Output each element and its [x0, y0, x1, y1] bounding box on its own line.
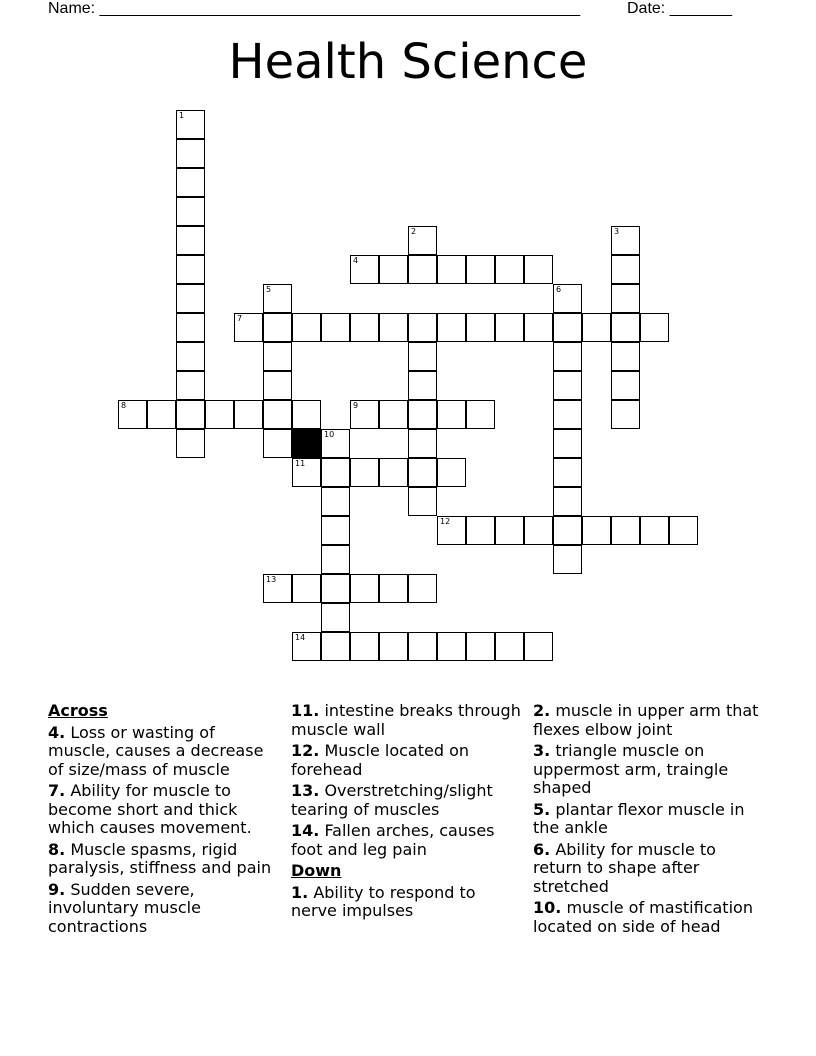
- grid-cell[interactable]: [553, 371, 582, 400]
- grid-cell[interactable]: [640, 516, 669, 545]
- clue-number: 1: [179, 111, 185, 120]
- grid-cell[interactable]: [408, 458, 437, 487]
- grid-cell[interactable]: [176, 284, 205, 313]
- grid-cell[interactable]: [553, 429, 582, 458]
- clue-item: [48, 782, 280, 838]
- grid-cell[interactable]: [350, 255, 379, 284]
- grid-cell[interactable]: [321, 632, 350, 661]
- grid-cell[interactable]: [495, 516, 524, 545]
- grid-cell[interactable]: [379, 400, 408, 429]
- grid-cell[interactable]: [292, 458, 321, 487]
- grid-cell[interactable]: [437, 400, 466, 429]
- grid-cell[interactable]: [553, 516, 582, 545]
- clue-heading: Down: [291, 861, 342, 880]
- clue-item: [533, 801, 765, 838]
- clue-item-number: 14.: [291, 821, 320, 840]
- grid-cell[interactable]: [669, 516, 698, 545]
- grid-cell[interactable]: [321, 487, 350, 516]
- grid-cell[interactable]: [553, 284, 582, 313]
- grid-cell[interactable]: [640, 313, 669, 342]
- grid-cell[interactable]: [553, 545, 582, 574]
- grid-cell[interactable]: [292, 313, 321, 342]
- grid-cell[interactable]: [408, 371, 437, 400]
- clue-item-number: 9.: [48, 879, 66, 899]
- clue-number: 7: [237, 314, 243, 323]
- clue-number: 9: [353, 401, 359, 410]
- clue-item-number: 8.: [48, 839, 66, 859]
- grid-cell[interactable]: [611, 371, 640, 400]
- clue-number: 2: [411, 227, 417, 236]
- grid-cell[interactable]: [263, 284, 292, 313]
- date-line: Date: _______: [627, 0, 732, 17]
- grid-cell[interactable]: [263, 371, 292, 400]
- grid-cell[interactable]: [350, 458, 379, 487]
- clue-number: 8: [121, 401, 127, 410]
- clue-item-text: plantar flexor muscle in the ankle: [533, 799, 745, 837]
- clue-item-text: Muscle located on forehead: [291, 741, 470, 779]
- name-line: Name: ______________________________________________________: [48, 0, 581, 17]
- grid-cell[interactable]: [350, 632, 379, 661]
- grid-cell[interactable]: [263, 313, 292, 342]
- clue-number: 13: [266, 575, 277, 584]
- clue-column-3: [533, 702, 765, 939]
- clue-number: 4: [353, 256, 359, 265]
- clue-item-text: Fallen arches, causes foot and leg pain: [291, 821, 495, 859]
- grid-cell[interactable]: [176, 400, 205, 429]
- grid-cell[interactable]: [408, 342, 437, 371]
- grid-cell[interactable]: [176, 342, 205, 371]
- clue-item: [48, 881, 280, 937]
- clue-item: [48, 724, 280, 780]
- clue-item-number: 11.: [291, 701, 320, 720]
- grid-cell[interactable]: [176, 429, 205, 458]
- clue-number: 12: [440, 517, 451, 526]
- grid-cell[interactable]: [263, 342, 292, 371]
- grid-cell[interactable]: [321, 313, 350, 342]
- clue-number: 11: [295, 459, 306, 468]
- grid-cell[interactable]: [176, 168, 205, 197]
- clue-item-text: Ability for muscle to return to shape after stretched: [533, 839, 716, 896]
- clue-item: [291, 702, 523, 739]
- grid-cell[interactable]: [553, 342, 582, 371]
- grid-cell[interactable]: [408, 632, 437, 661]
- grid-cell[interactable]: [263, 400, 292, 429]
- grid-cell[interactable]: [321, 545, 350, 574]
- grid-cell[interactable]: [408, 255, 437, 284]
- grid-cell[interactable]: [495, 255, 524, 284]
- clue-item-text: Sudden severe, involuntary muscle contractions: [48, 879, 201, 936]
- grid-cell[interactable]: [408, 313, 437, 342]
- clue-number: 6: [556, 285, 562, 294]
- grid-cell[interactable]: [176, 313, 205, 342]
- grid-cell[interactable]: [408, 226, 437, 255]
- grid-cell[interactable]: [524, 516, 553, 545]
- grid-cell[interactable]: [234, 313, 263, 342]
- grid-cell[interactable]: [582, 516, 611, 545]
- grid-cell[interactable]: [466, 400, 495, 429]
- clue-item-number: 13.: [291, 781, 320, 800]
- clue-item-number: 7.: [48, 781, 66, 800]
- clue-heading: Across: [48, 701, 108, 720]
- grid-cell[interactable]: [292, 400, 321, 429]
- grid-cell[interactable]: [292, 574, 321, 603]
- grid-cell[interactable]: [176, 197, 205, 226]
- grid-cell[interactable]: [553, 487, 582, 516]
- grid-cell[interactable]: [466, 632, 495, 661]
- grid-cell[interactable]: [553, 458, 582, 487]
- grid-cell[interactable]: [350, 400, 379, 429]
- grid-cell[interactable]: [611, 400, 640, 429]
- grid-cell[interactable]: [176, 226, 205, 255]
- grid-cell[interactable]: [147, 400, 176, 429]
- grid-cell[interactable]: [408, 429, 437, 458]
- grid-cell[interactable]: [495, 313, 524, 342]
- grid-cell[interactable]: [176, 371, 205, 400]
- clue-item: [291, 884, 523, 921]
- clue-item-number: 5.: [533, 799, 551, 819]
- grid-cell[interactable]: [437, 255, 466, 284]
- grid-cell[interactable]: [176, 139, 205, 168]
- grid-cell[interactable]: [234, 400, 263, 429]
- clue-number: 14: [295, 633, 306, 642]
- grid-cell[interactable]: [466, 255, 495, 284]
- clue-column-1: [48, 702, 280, 939]
- clue-column-2: [291, 702, 523, 924]
- grid-cell[interactable]: [611, 284, 640, 313]
- grid-cell[interactable]: [611, 313, 640, 342]
- grid-cell[interactable]: [437, 313, 466, 342]
- clue-item-text: muscle in upper arm that flexes elbow joint: [533, 701, 759, 739]
- clue-item-text: Overstretching/slight tearing of muscles: [291, 781, 493, 819]
- clue-item-text: intestine breaks through muscle wall: [291, 701, 521, 739]
- grid-cell[interactable]: [408, 487, 437, 516]
- grid-cell[interactable]: [437, 516, 466, 545]
- grid-cell[interactable]: [321, 516, 350, 545]
- clue-item-text: muscle of mastification located on side of head: [533, 898, 753, 936]
- grid-cell[interactable]: [292, 632, 321, 661]
- grid-cell[interactable]: [321, 429, 350, 458]
- grid-cell[interactable]: [263, 574, 292, 603]
- clue-item: [291, 782, 523, 819]
- grid-cell[interactable]: [205, 400, 234, 429]
- grid-cell[interactable]: [379, 255, 408, 284]
- grid-cell[interactable]: [321, 458, 350, 487]
- grid-cell[interactable]: [176, 255, 205, 284]
- grid-cell[interactable]: [379, 458, 408, 487]
- clue-item-number: 3.: [533, 741, 551, 760]
- clue-item: [48, 841, 280, 878]
- grid-cell[interactable]: [524, 313, 553, 342]
- grid-cell[interactable]: [321, 574, 350, 603]
- grid-cell[interactable]: [379, 632, 408, 661]
- clue-item-text: Ability for muscle to become short and thick which causes movement.: [48, 781, 252, 837]
- grid-cell[interactable]: [553, 400, 582, 429]
- grid-cell[interactable]: [611, 226, 640, 255]
- clue-item-text: triangle muscle on uppermost arm, traingle shaped: [533, 741, 729, 797]
- grid-cell[interactable]: [321, 603, 350, 632]
- grid-cell[interactable]: [263, 429, 292, 458]
- clue-item-text: Muscle spasms, rigid paralysis, stiffness and pain: [48, 839, 272, 877]
- clue-item: [291, 742, 523, 779]
- grid-block: [292, 429, 321, 458]
- grid-cell[interactable]: [524, 632, 553, 661]
- grid-cell[interactable]: [611, 516, 640, 545]
- clue-item-number: 12.: [291, 741, 320, 760]
- grid-cell[interactable]: [466, 313, 495, 342]
- page-title: Health Science: [228, 34, 588, 90]
- grid-cell[interactable]: [582, 313, 611, 342]
- clue-item: [533, 899, 765, 936]
- grid-cell[interactable]: [379, 313, 408, 342]
- clue-item: [533, 702, 765, 739]
- grid-cell[interactable]: [379, 574, 408, 603]
- clue-number: 10: [324, 430, 335, 439]
- clue-item-number: 2.: [533, 701, 551, 720]
- grid-cell[interactable]: [553, 313, 582, 342]
- grid-cell[interactable]: [611, 342, 640, 371]
- grid-cell[interactable]: [350, 574, 379, 603]
- clue-item-text: Ability to respond to nerve impulses: [291, 882, 476, 920]
- clue-item: [533, 742, 765, 798]
- clue-item-number: 10.: [533, 898, 562, 917]
- grid-cell[interactable]: [350, 313, 379, 342]
- grid-cell[interactable]: [408, 400, 437, 429]
- grid-cell[interactable]: [437, 458, 466, 487]
- clue-number: 5: [266, 285, 272, 294]
- grid-cell[interactable]: [611, 255, 640, 284]
- clue-number: 3: [614, 227, 620, 236]
- clue-item: [533, 841, 765, 897]
- clue-item-number: 1.: [291, 882, 309, 902]
- clue-item-number: 4.: [48, 722, 66, 742]
- grid-cell[interactable]: [118, 400, 147, 429]
- clue-item-number: 6.: [533, 839, 551, 859]
- grid-cell[interactable]: [495, 632, 524, 661]
- grid-cell[interactable]: [524, 255, 553, 284]
- grid-cell[interactable]: [466, 516, 495, 545]
- grid-cell[interactable]: [437, 632, 466, 661]
- clue-item: [291, 822, 523, 859]
- grid-cell[interactable]: [408, 574, 437, 603]
- clue-item-text: Loss or wasting of muscle, causes a decrease of size/mass of muscle: [48, 722, 264, 779]
- grid-cell[interactable]: [176, 110, 205, 139]
